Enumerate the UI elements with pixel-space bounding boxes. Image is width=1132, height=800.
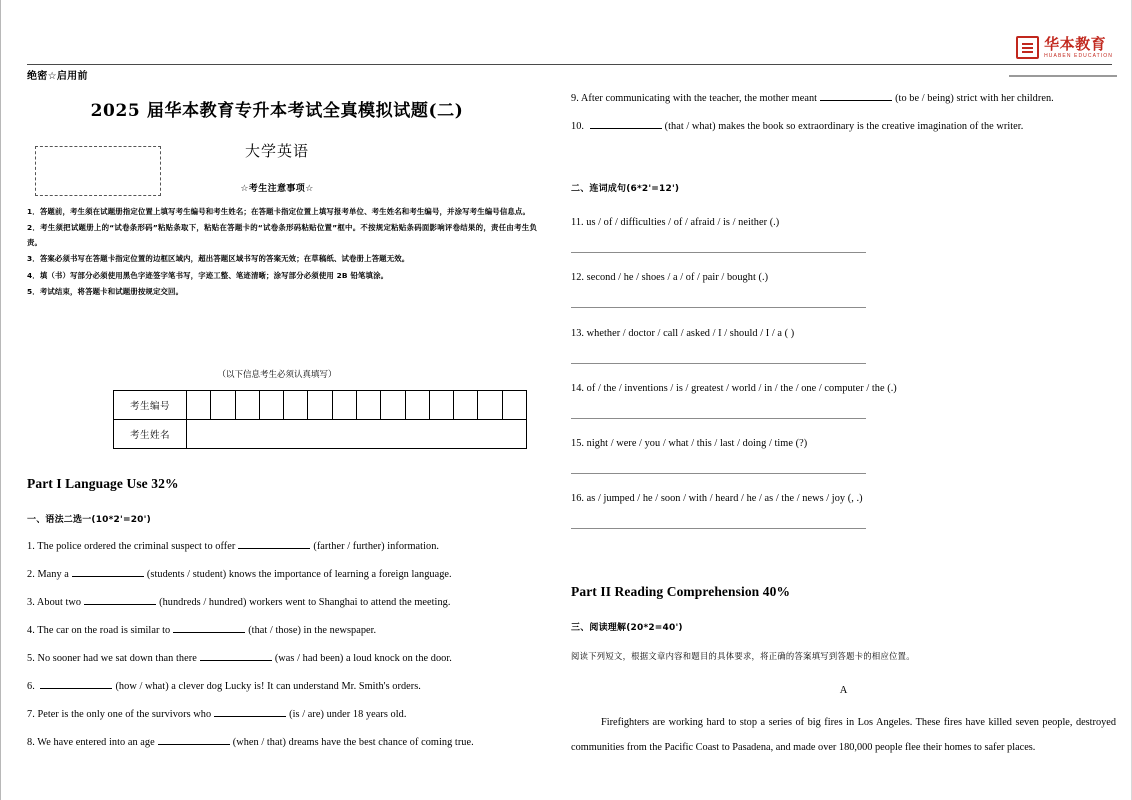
brand-name-en: HUABEN EDUCATION <box>1044 52 1113 59</box>
candidate-number-cell[interactable] <box>259 391 283 420</box>
question-text-before: We have entered into an age <box>37 737 155 748</box>
question-text-after: (is / are) under 18 years old. <box>289 709 407 720</box>
question-number: 5. <box>27 653 35 664</box>
secret-label: 绝密☆启用前 <box>27 71 88 82</box>
reorder-question <box>571 493 863 504</box>
question-item <box>27 653 527 664</box>
question-text-before: After communicating with the teacher, the mother meant <box>580 93 818 104</box>
question-text-after: (how / what) a clever dog Lucky is! It can understand Mr. Smith's orders. <box>115 681 421 692</box>
candidate-number-cell[interactable] <box>284 391 308 420</box>
candidate-number-cell[interactable] <box>454 391 478 420</box>
question-text-after: (students / student) knows the importance of learning a foreign language. <box>146 569 452 580</box>
exam-notes-list <box>27 205 537 302</box>
question-number: 8. <box>27 737 35 748</box>
candidate-number-cell[interactable] <box>332 391 356 420</box>
candidate-number-cell[interactable] <box>429 391 453 420</box>
exam-note: 4．填（书）写部分必须使用黑色字迹签字笔书写，字迹工整、笔迹清晰；涂写部分必须使用 2B 铅笔填涂。 <box>27 270 389 280</box>
candidate-name-label: 考生姓名 <box>114 420 187 449</box>
candidate-info-table <box>113 390 527 449</box>
candidate-number-cell[interactable] <box>235 391 259 420</box>
exam-note: 1．答题前，考生须在试题册指定位置上填写考生编号和考生姓名；在答题卡指定位置上填写报考单位、考生姓名和考生编号，并涂写考生编号信息点。 <box>27 207 530 216</box>
question-item <box>27 597 527 608</box>
left-column <box>27 0 537 800</box>
reorder-question <box>571 272 768 283</box>
reorder-question <box>571 328 794 339</box>
answer-line[interactable] <box>571 307 866 308</box>
question-number: 3. <box>27 597 35 608</box>
question-item <box>27 709 527 720</box>
passage-text: Firefighters are working hard to stop a series of big fires in Los Angeles. These fires have killed seven people, destroyed communities from the Pacific Coast to Pasadena, and made over 180,000 people flee their homes to safer places. <box>571 717 1116 754</box>
answer-line[interactable] <box>571 473 866 474</box>
question-number: 13. <box>571 328 585 339</box>
answer-line[interactable] <box>571 528 866 529</box>
question-text-before: Peter is the only one of the survivors who <box>37 709 212 720</box>
candidate-number-cell[interactable] <box>211 391 235 420</box>
question-text: us / of / difficulties / of / afraid / is / neither (.) <box>586 217 780 228</box>
question-number: 2. <box>27 569 35 580</box>
answer-line[interactable] <box>571 418 866 419</box>
candidate-number-cell[interactable] <box>405 391 429 420</box>
question-number: 1. <box>27 541 35 552</box>
candidate-number-cell[interactable] <box>381 391 405 420</box>
answer-line[interactable] <box>571 363 866 364</box>
candidate-number-cell[interactable] <box>502 391 526 420</box>
question-text-after: (hundreds / hundred) workers went to Shanghai to attend the meeting. <box>159 597 451 608</box>
question-text-after: (was / had been) a loud knock on the door. <box>274 653 452 664</box>
barcode-paste-box <box>35 146 161 196</box>
candidate-name-cell[interactable] <box>186 420 526 449</box>
brand-name-cn: 华本教育 <box>1044 34 1107 53</box>
candidate-number-label: 考生编号 <box>114 391 187 420</box>
question-item <box>571 121 1116 132</box>
question-number: 12. <box>571 272 585 283</box>
answer-blank[interactable] <box>158 744 230 745</box>
part1-title: Part I Language Use 32% <box>27 476 179 491</box>
question-number: 16. <box>571 493 585 504</box>
passage-letter: A <box>839 685 848 696</box>
right-column <box>571 0 1116 800</box>
answer-blank[interactable] <box>238 548 310 549</box>
question-item <box>27 569 527 580</box>
candidate-number-cell[interactable] <box>356 391 380 420</box>
info-table-caption: （以下信息考生必须认真填写） <box>217 370 337 380</box>
answer-blank[interactable] <box>84 604 156 605</box>
question-text-after: (to be / being) strict with her children. <box>895 93 1054 104</box>
question-number: 9. <box>571 93 579 104</box>
part2-instruction: 阅读下列短文，根据文章内容和题目的具体要求，将正确的答案填写到答题卡的相应位置。 <box>571 651 915 661</box>
part1-section2-title: 二、连词成句(6*2'=12') <box>571 184 680 194</box>
question-item <box>27 625 527 636</box>
question-text: second / he / shoes / a / of / pair / bought (.) <box>586 272 769 283</box>
table-row <box>114 391 527 420</box>
part2-title: Part II Reading Comprehension 40% <box>571 584 791 599</box>
answer-blank[interactable] <box>173 632 245 633</box>
candidate-number-cell[interactable] <box>186 391 210 420</box>
question-number: 14. <box>571 383 585 394</box>
exam-note: 3．答案必须书写在答题卡指定位置的边框区域内，超出答题区域书写的答案无效；在草稿纸、试卷册上答题无效。 <box>27 254 410 264</box>
question-text-before: The car on the road is similar to <box>37 625 171 636</box>
question-number: 7. <box>27 709 35 720</box>
notice-heading: ☆考生注意事项☆ <box>240 184 314 194</box>
question-text-before: About two <box>36 597 82 608</box>
question-text: night / were / you / what / this / last / doing / time (?) <box>586 438 808 449</box>
answer-blank[interactable] <box>40 688 112 689</box>
question-number: 15. <box>571 438 585 449</box>
question-item <box>27 541 527 552</box>
question-item <box>571 93 1116 104</box>
question-number: 6. <box>27 681 35 692</box>
answer-blank[interactable] <box>72 576 144 577</box>
question-number: 4. <box>27 625 35 636</box>
subject-title: 大学英语 <box>244 142 309 160</box>
question-number: 11. <box>571 217 584 228</box>
exam-note: 5．考试结束，将答题卡和试题册按规定交回。 <box>27 287 184 297</box>
exam-note: 2．考生须把试题册上的“试卷条形码”粘贴条取下，粘贴在答题卡的“试卷条形码粘贴位置”框中。不按规定粘贴条码面影响评卷结果的，责任由考生负责。 <box>27 223 537 247</box>
table-row <box>114 420 527 449</box>
answer-line[interactable] <box>571 252 866 253</box>
question-text: as / jumped / he / soon / with / heard / he / as / the / news / joy (, .) <box>586 493 863 504</box>
answer-blank[interactable] <box>214 716 286 717</box>
answer-blank[interactable] <box>200 660 272 661</box>
question-text: whether / doctor / call / asked / I / should / I / a ( ) <box>586 328 795 339</box>
part1-section1-title: 一、语法二选一(10*2'=20') <box>27 515 151 525</box>
question-text-after: (farther / further) information. <box>313 541 440 552</box>
question-text-after: (that / those) in the newspaper. <box>248 625 377 636</box>
page-title: 2025 届华本教育专升本考试全真模拟试题(二) <box>90 101 464 121</box>
answer-blank[interactable] <box>820 100 892 101</box>
answer-blank[interactable] <box>590 128 662 129</box>
question-number: 10. <box>571 121 585 132</box>
candidate-number-cell[interactable] <box>308 391 332 420</box>
question-item <box>27 681 527 692</box>
question-text-before: No sooner had we sat down than there <box>37 653 197 664</box>
reorder-question <box>571 383 897 394</box>
reorder-question <box>571 217 779 228</box>
candidate-number-cell[interactable] <box>478 391 502 420</box>
question-text-before: Many a <box>37 569 69 580</box>
part2-section-title: 三、阅读理解(20*2=40') <box>571 623 683 633</box>
question-text: of / the / inventions / is / greatest / world / in / the / one / computer / the (.) <box>586 383 897 394</box>
question-item <box>27 737 527 748</box>
question-text-before: The police ordered the criminal suspect to offer <box>37 541 236 552</box>
question-text-after: (when / that) dreams have the best chance of coming true. <box>232 737 474 748</box>
question-text-after: (that / what) makes the book so extraordinary is the creative imagination of the writer. <box>664 121 1024 132</box>
reorder-question <box>571 438 807 449</box>
